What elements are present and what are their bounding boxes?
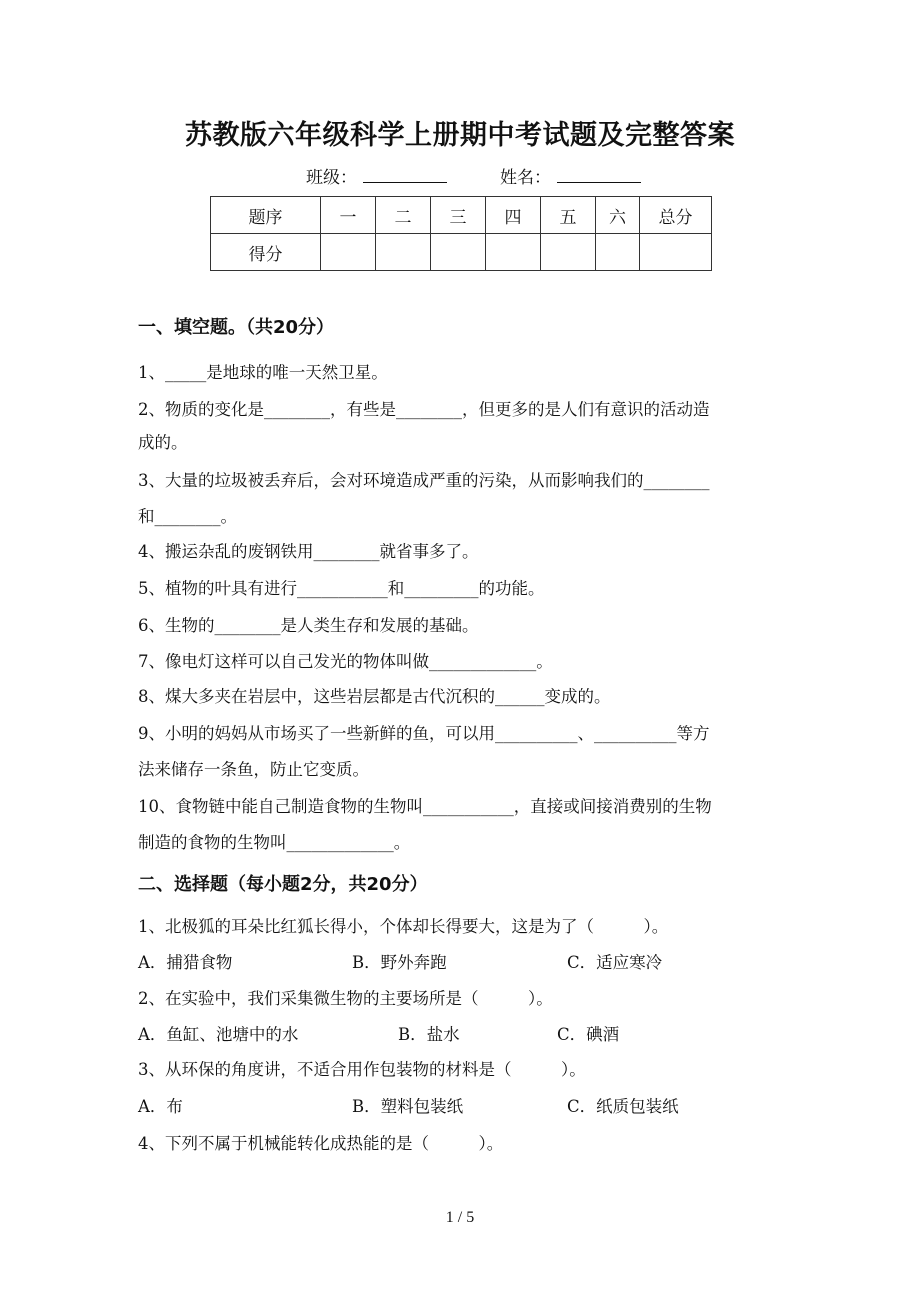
option-c: C．纸质包装纸 <box>567 1097 679 1116</box>
question-line: 5、植物的叶具有进行___________和_________的功能。 <box>138 579 545 598</box>
question-line: 和________。 <box>138 507 237 526</box>
option-b: B．盐水 <box>398 1025 460 1044</box>
document-title: 苏教版六年级科学上册期中考试题及完整答案 <box>185 120 735 151</box>
option-a: A．布 <box>138 1097 183 1116</box>
question-line: 成的。 <box>138 433 188 452</box>
question-stem: 3、从环保的角度讲，不适合用作包装物的材料是（ ）。 <box>138 1060 586 1079</box>
question-line: 9、小明的妈妈从市场买了一些新鲜的鱼，可以用__________、__________等方 <box>138 724 710 743</box>
row-label: 得分 <box>211 234 321 271</box>
page-number: 1 / 5 <box>445 1209 475 1226</box>
header-cell: 题序 <box>211 197 321 234</box>
header-cell: 五 <box>541 197 596 234</box>
name-label: 姓名： <box>500 168 551 188</box>
option-b: B．野外奔跑 <box>352 953 447 972</box>
class-label: 班级： <box>306 168 357 188</box>
option-b: B．塑料包装纸 <box>352 1097 464 1116</box>
option-a: A．鱼缸、池塘中的水 <box>138 1025 299 1044</box>
question-line: 6、生物的________是人类生存和发展的基础。 <box>138 616 479 635</box>
section-heading: 一、填空题。（共20分） <box>138 317 335 338</box>
question-line: 8、煤大多夹在岩层中，这些岩层都是古代沉积的______变成的。 <box>138 687 611 706</box>
score-cell <box>376 234 431 271</box>
name-blank <box>557 168 641 183</box>
header-cell: 一 <box>321 197 376 234</box>
option-a: A．捕猎食物 <box>138 953 233 972</box>
question-line: 制造的食物的生物叫_____________。 <box>138 833 411 852</box>
section-heading: 二、选择题（每小题2分，共20分） <box>138 874 428 895</box>
header-cell: 总分 <box>640 197 712 234</box>
question-line: 法来储存一条鱼，防止它变质。 <box>138 760 369 779</box>
score-table-score-row <box>211 234 712 271</box>
score-cell <box>640 234 712 271</box>
score-cell <box>596 234 640 271</box>
class-field <box>306 168 447 187</box>
option-c: C．碘酒 <box>557 1025 620 1044</box>
score-cell <box>431 234 486 271</box>
question-stem: 1、北极狐的耳朵比红狐长得小，个体却长得要大，这是为了（ ）。 <box>138 917 669 936</box>
question-line: 7、像电灯这样可以自己发光的物体叫做_____________。 <box>138 652 553 671</box>
question-stem: 4、下列不属于机械能转化成热能的是（ ）。 <box>138 1134 504 1153</box>
score-cell <box>541 234 596 271</box>
header-cell: 四 <box>486 197 541 234</box>
class-blank <box>363 168 447 183</box>
header-cell: 二 <box>376 197 431 234</box>
question-line: 4、搬运杂乱的废钢铁用________就省事多了。 <box>138 542 479 561</box>
header-cell: 六 <box>596 197 640 234</box>
name-field <box>500 168 641 187</box>
question-line: 3、大量的垃圾被丢弃后，会对环境造成严重的污染，从而影响我们的________ <box>138 471 710 490</box>
score-cell <box>321 234 376 271</box>
score-table-header-row <box>211 197 712 234</box>
header-cell: 三 <box>431 197 486 234</box>
option-c: C．适应寒冷 <box>567 953 663 972</box>
score-table <box>210 196 712 271</box>
question-line: 1、_____是地球的唯一天然卫星。 <box>138 363 388 382</box>
score-cell <box>486 234 541 271</box>
question-line: 10、食物链中能自己制造食物的生物叫___________，直接或间接消费别的生物 <box>138 797 712 816</box>
question-line: 2、物质的变化是________，有些是________，但更多的是人们有意识的活动造 <box>138 400 710 419</box>
question-stem: 2、在实验中，我们采集微生物的主要场所是（ ）。 <box>138 989 553 1008</box>
